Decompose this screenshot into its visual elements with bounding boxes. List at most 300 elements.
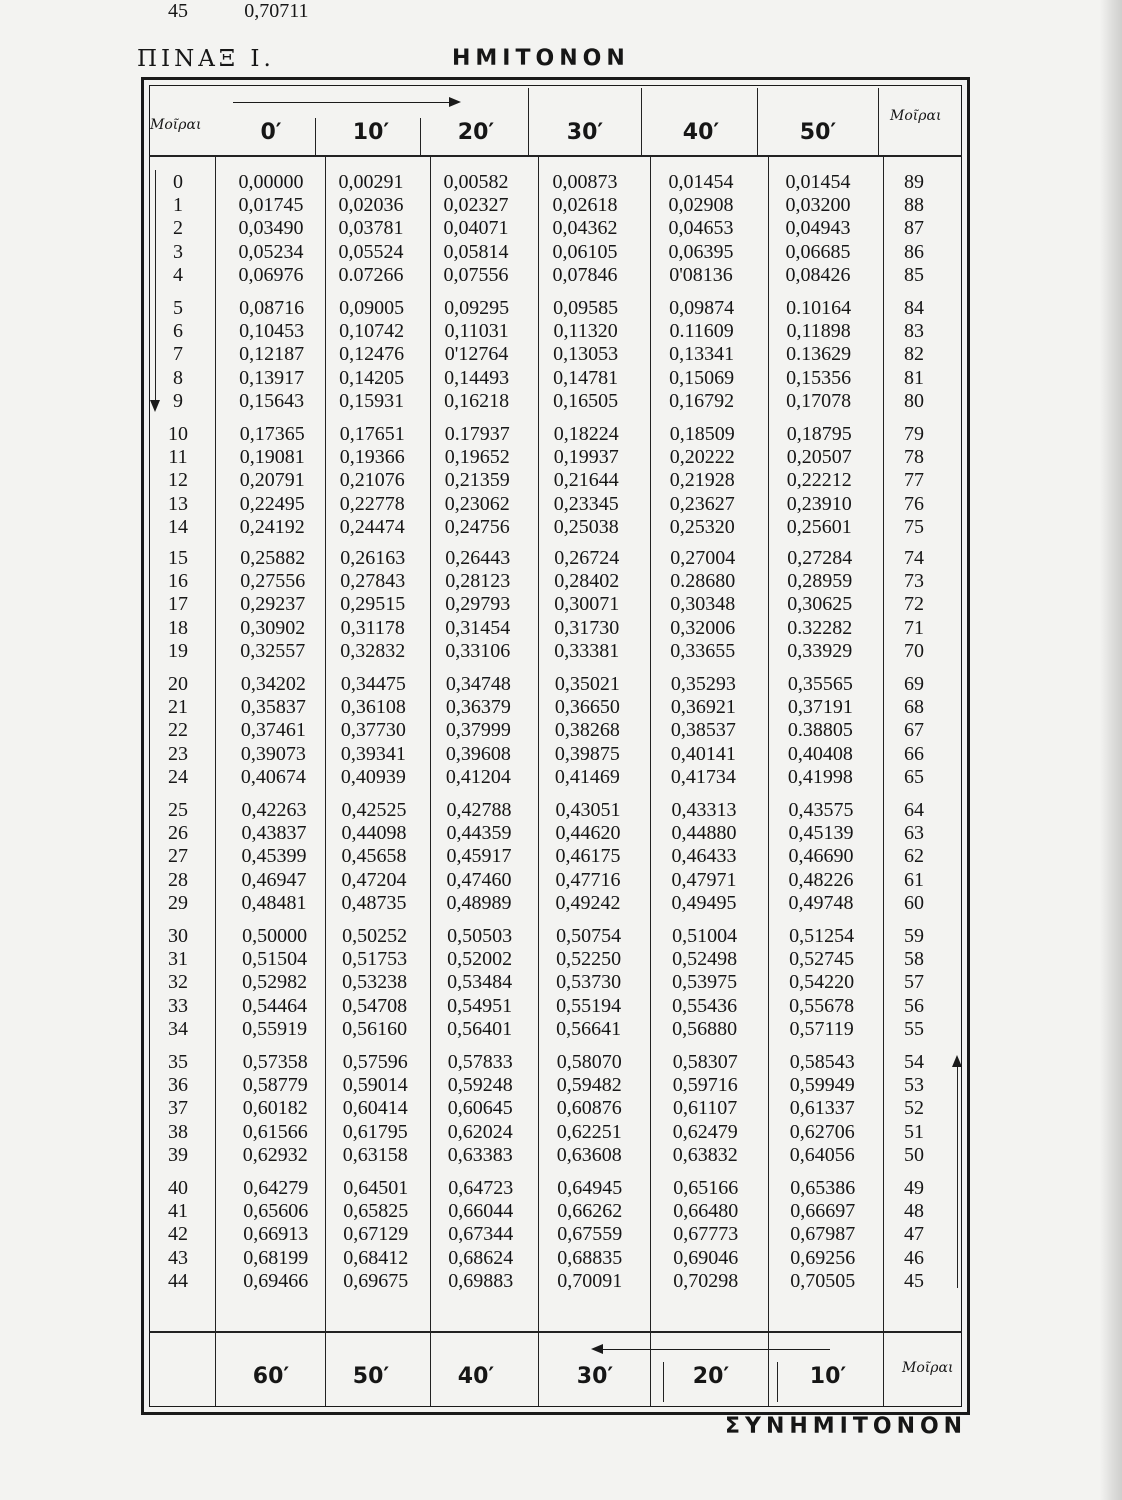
sine-value-cell: 0,26443 <box>445 547 511 569</box>
sine-value-cell: 0,25320 <box>669 515 735 538</box>
degree-cell: 30 <box>168 925 188 947</box>
sine-value-cell: 0.28680 <box>670 570 736 593</box>
sine-value-cell: 0,21359 <box>444 469 510 492</box>
sine-value-cell: 0,22778 <box>339 492 405 515</box>
sine-value-cell: 0,54220 <box>789 971 855 994</box>
complement-degree-cell: 53 <box>904 1074 924 1097</box>
sine-value-cell: 0,67773 <box>673 1223 739 1246</box>
degree-cell: 41 <box>168 1200 188 1223</box>
complement-degree-cell: 50 <box>904 1143 924 1166</box>
sine-value-cell: 0,22495 <box>239 492 305 515</box>
sine-value-cell: 0,01454 <box>668 171 734 193</box>
sine-value-cell: 0,27556 <box>240 570 306 593</box>
sine-value-cell: 0,33929 <box>787 639 853 662</box>
sine-value-cell: 0,63158 <box>342 1143 408 1166</box>
sine-value-cell: 0,26724 <box>554 547 620 569</box>
sine-value-cell: 0,24192 <box>239 515 305 538</box>
sine-value-cell: 0,53975 <box>672 971 738 994</box>
sine-value-cell: 0,04071 <box>443 217 509 240</box>
degree-cell: 4 <box>173 263 183 286</box>
sine-value-cell: 0.11609 <box>669 320 734 343</box>
sine-value-cell: 0,58543 <box>789 1051 855 1073</box>
sine-value-cell: 0,15643 <box>239 389 305 412</box>
right-arrow-line <box>233 102 453 103</box>
sine-value-cell: 0,29793 <box>445 593 511 616</box>
sine-value-cell: 0,61107 <box>673 1097 738 1120</box>
complement-degree-cell: 48 <box>904 1200 924 1223</box>
complement-degree-cell: 46 <box>904 1246 924 1269</box>
degree-cell: 3 <box>173 240 183 263</box>
footer-rule <box>149 1331 962 1333</box>
degree-cell: 38 <box>168 1120 188 1143</box>
sine-value-cell: 0,19366 <box>339 446 405 469</box>
sine-value-cell: 0,35837 <box>240 696 306 719</box>
sine-value-cell: 0,10742 <box>339 320 405 343</box>
complement-degree-cell: 56 <box>904 994 924 1017</box>
complement-degree-cell: 77 <box>904 469 924 492</box>
degree-cell: 43 <box>168 1246 188 1269</box>
sine-value-cell: 0,47204 <box>341 868 407 891</box>
sine-value-cell: 0,46690 <box>788 845 854 868</box>
sine-value-cell: 0,63383 <box>447 1143 513 1166</box>
degree-cell: 40 <box>168 1177 188 1199</box>
minute-footer: 40′ <box>457 1364 495 1389</box>
sine-value-cell: 0,62479 <box>672 1120 738 1143</box>
sine-value-cell: 0,43837 <box>241 822 307 845</box>
sine-value-cell: 0,18795 <box>786 423 852 445</box>
complement-degree-cell: 73 <box>904 570 924 593</box>
sine-value-cell: 0,09295 <box>444 297 510 319</box>
sine-value-cell: 0,62932 <box>242 1143 308 1166</box>
sine-value-cell: 0,66044 <box>448 1200 514 1223</box>
sine-value-cell: 0,52002 <box>447 948 513 971</box>
sine-value-cell: 0,47971 <box>671 868 737 891</box>
sine-value-cell: 0,60414 <box>342 1097 408 1120</box>
sine-value-cell: 0,19652 <box>444 446 510 469</box>
sine-value-cell: 0,38268 <box>554 719 620 742</box>
sine-value-cell: 0,05234 <box>238 240 304 263</box>
sine-value-cell: 0,34202 <box>240 673 306 695</box>
sine-value-cell: 0,62024 <box>447 1120 513 1143</box>
degree-cell: 29 <box>168 891 188 914</box>
sine-value-cell: 0,67129 <box>343 1223 409 1246</box>
complement-degree-cell: 51 <box>904 1120 924 1143</box>
sine-value-cell: 0,58779 <box>242 1074 308 1097</box>
sine-value-cell: 0,68199 <box>243 1246 309 1269</box>
complement-degree-cell: 87 <box>904 217 924 240</box>
degree-cell: 28 <box>168 868 188 891</box>
sine-value-cell: 0,49748 <box>788 891 854 914</box>
sine-value-cell: 0,17651 <box>339 423 405 445</box>
sine-value-cell: 0,50754 <box>556 925 622 947</box>
sine-value-cell: 0,61337 <box>789 1097 855 1120</box>
sine-value-cell: 0,32006 <box>670 616 736 639</box>
degree-cell: 12 <box>168 469 188 492</box>
sine-value-cell: 0,48481 <box>241 891 307 914</box>
degree-cell: 19 <box>168 639 188 662</box>
sine-value-cell: 0,63608 <box>556 1143 622 1166</box>
degree-cell: 35 <box>168 1051 188 1073</box>
sine-value-cell: 0,67344 <box>448 1223 514 1246</box>
left-arrow-line <box>595 1349 830 1350</box>
sine-value-cell: 0,59949 <box>789 1074 855 1097</box>
header-divider <box>528 88 529 156</box>
degree-cell: 27 <box>168 845 188 868</box>
sine-value-cell: 0,63832 <box>672 1143 738 1166</box>
degrees-label-bottom: Μοῖραι <box>902 1360 954 1376</box>
sine-value-cell: 0,11320 <box>553 320 618 343</box>
page-edge-shadow <box>1100 0 1122 1500</box>
complement-degree-cell: 83 <box>904 320 924 343</box>
sine-value-cell: 0,31178 <box>340 616 405 639</box>
sine-value-cell: 0,02036 <box>338 194 404 217</box>
degree-cell: 18 <box>168 616 188 639</box>
degree-cell: 37 <box>168 1097 188 1120</box>
column-divider <box>768 1333 769 1406</box>
sine-value-cell: 0,69883 <box>448 1269 514 1292</box>
sine-value-cell: 0,34475 <box>340 673 406 695</box>
sine-value-cell: 0,27004 <box>670 547 736 569</box>
sine-value-cell: 0,21076 <box>339 469 405 492</box>
sine-value-cell: 0,12476 <box>339 343 405 366</box>
sine-value-cell: 0,58070 <box>556 1051 622 1073</box>
sine-value-cell: 0,18224 <box>553 423 619 445</box>
degree-cell: 11 <box>168 446 188 469</box>
complement-degree-cell: 89 <box>904 171 924 193</box>
degree-cell: 7 <box>173 343 183 366</box>
sine-value-cell: 0,41734 <box>670 765 736 788</box>
complement-degree-cell: 58 <box>904 948 924 971</box>
complement-degree-cell: 76 <box>904 492 924 515</box>
sine-value-cell: 0,07846 <box>552 263 618 286</box>
down-arrow-line <box>155 170 156 405</box>
sine-value-cell: 0,06105 <box>552 240 618 263</box>
sine-value-cell: 0,62706 <box>789 1120 855 1143</box>
sine-value-cell: 0,64501 <box>343 1177 409 1199</box>
sine-value-cell: 0,36108 <box>340 696 406 719</box>
sine-value-cell: 0,56160 <box>342 1017 408 1040</box>
sine-value-cell: 0,57596 <box>342 1051 408 1073</box>
degree-cell: 31 <box>168 948 188 971</box>
sine-value-cell: 0,04653 <box>668 217 734 240</box>
sine-value-cell: 0,00873 <box>552 171 618 193</box>
sine-value-cell: 0,69466 <box>243 1269 309 1292</box>
sine-value-cell: 0,24474 <box>339 515 405 538</box>
complement-degree-cell: 67 <box>904 719 924 742</box>
degree-cell: 39 <box>168 1143 188 1166</box>
sine-value-cell: 0,39341 <box>340 742 406 765</box>
sine-value-cell: 0,69046 <box>673 1246 739 1269</box>
sine-value-cell: 0.07266 <box>338 263 404 286</box>
sine-value-cell: 0,13917 <box>239 366 305 389</box>
sine-value-cell: 0,28123 <box>445 570 511 593</box>
minute-header: 50′ <box>799 120 837 145</box>
sine-value-cell: 0,14493 <box>444 366 510 389</box>
complement-degree-cell: 74 <box>904 547 924 569</box>
sine-value-cell: 0,55678 <box>789 994 855 1017</box>
header-divider <box>878 88 879 156</box>
sine-value-cell: 0,20791 <box>239 469 305 492</box>
sine-value-cell: 0,66480 <box>673 1200 739 1223</box>
sine-value-cell: 0,40939 <box>340 765 406 788</box>
sine-value-cell: 0,59248 <box>447 1074 513 1097</box>
sine-value-cell: 0,51753 <box>342 948 408 971</box>
complement-degree-cell: 47 <box>904 1223 924 1246</box>
sine-value-cell: 0,49242 <box>555 891 621 914</box>
sine-value-cell: 0,09585 <box>553 297 619 319</box>
sine-value-cell: 0,68624 <box>448 1246 514 1269</box>
sine-value-cell: 0,49495 <box>671 891 737 914</box>
sine-value-cell: 0,21928 <box>669 469 735 492</box>
minute-footer: 10′ <box>809 1364 847 1389</box>
complement-degree-cell: 54 <box>904 1051 924 1073</box>
degree-cell: 15 <box>168 547 188 569</box>
sine-value-cell: 0,47460 <box>446 868 512 891</box>
sine-value-cell: 0.32282 <box>787 616 853 639</box>
sine-value-cell: 0,31454 <box>445 616 511 639</box>
sine-value-cell: 0,23062 <box>444 492 510 515</box>
sine-value-cell: 0,32832 <box>340 639 406 662</box>
sine-value-cell: 0,68835 <box>557 1246 623 1269</box>
sine-value-cell: 0,36650 <box>554 696 620 719</box>
sine-value-cell: 0,57358 <box>242 1051 308 1073</box>
degree-cell: 33 <box>168 994 188 1017</box>
sine-value-cell: 0,09874 <box>669 297 735 319</box>
sine-value-cell: 0,40674 <box>240 765 306 788</box>
sine-value-cell: 0,19081 <box>239 446 305 469</box>
sine-value-cell: 0,45658 <box>341 845 407 868</box>
sine-value-cell: 0,59716 <box>672 1074 738 1097</box>
sine-value-cell: 0,05524 <box>338 240 404 263</box>
sine-value-cell: 0,57833 <box>447 1051 513 1073</box>
sine-value-cell: 0,37461 <box>240 719 306 742</box>
sine-value-cell: 0,50252 <box>342 925 408 947</box>
sine-value-cell: 0,64723 <box>448 1177 514 1199</box>
minute-header: 20′ <box>457 120 495 145</box>
complement-degree-cell: 71 <box>904 616 924 639</box>
sine-value-cell: 0,42788 <box>446 799 512 821</box>
sine-value-cell: 0,64056 <box>789 1143 855 1166</box>
degree-cell: 42 <box>168 1223 188 1246</box>
sine-value-cell: 0,18509 <box>669 423 735 445</box>
degree-cell: 24 <box>168 765 188 788</box>
sine-value-cell: 0,15356 <box>786 366 852 389</box>
sine-value-cell: 0,43575 <box>788 799 854 821</box>
sine-value-cell: 0,46947 <box>241 868 307 891</box>
sine-value-cell: 0,56401 <box>447 1017 513 1040</box>
sine-value-cell: 0,21644 <box>553 469 619 492</box>
complement-degree-cell: 59 <box>904 925 924 947</box>
sine-value-cell: 0,30625 <box>787 593 853 616</box>
sine-value-cell: 0,42263 <box>241 799 307 821</box>
sine-value-cell: 0,42525 <box>341 799 407 821</box>
sine-value-cell: 0,53238 <box>342 971 408 994</box>
degrees-label-left: Μοῖραι <box>150 117 202 133</box>
column-divider <box>883 1333 884 1406</box>
sine-value-cell: 0,47716 <box>555 868 621 891</box>
sine-value-cell: 0,53730 <box>556 971 622 994</box>
up-arrow-icon <box>952 1055 962 1067</box>
sine-value-cell: 0,53484 <box>447 971 513 994</box>
minute-header: 10′ <box>352 120 390 145</box>
sine-value-cell: 0,61795 <box>342 1120 408 1143</box>
sine-value-cell: 0,52250 <box>556 948 622 971</box>
sine-value-cell: 0,69675 <box>343 1269 409 1292</box>
sine-value-cell: 0,27843 <box>340 570 406 593</box>
sine-value-cell: 0,01745 <box>238 194 304 217</box>
sine-value-cell: 0,03781 <box>338 217 404 240</box>
sine-value-cell: 0.17937 <box>444 423 510 445</box>
sine-value-cell: 0,37730 <box>340 719 406 742</box>
sine-value-cell: 0,60645 <box>447 1097 513 1120</box>
sine-value-cell: 0,67559 <box>557 1223 623 1246</box>
degree-cell: 13 <box>168 492 188 515</box>
sine-value-cell: 0,34748 <box>445 673 511 695</box>
complement-degree-cell: 86 <box>904 240 924 263</box>
cosine-title: ΣΥΝΗΜΙΤΟΝΟΝ <box>725 1414 968 1439</box>
degree-cell: 23 <box>168 742 188 765</box>
sine-value-cell: 0,65386 <box>790 1177 856 1199</box>
degree-cell: 9 <box>173 389 183 412</box>
sine-value-cell: 0,37191 <box>787 696 853 719</box>
sine-value-cell: 0,39875 <box>554 742 620 765</box>
sine-value-cell: 0,13341 <box>669 343 735 366</box>
sine-value-cell: 0,25601 <box>786 515 852 538</box>
sine-value-cell: 0'12764 <box>444 343 509 366</box>
sine-value-cell: 0,03490 <box>238 217 304 240</box>
degrees-label-right: Μοῖραι <box>890 108 942 124</box>
sine-value-cell: 0,02908 <box>668 194 734 217</box>
sine-value-cell: 0,41469 <box>554 765 620 788</box>
sine-value-cell: 0,68412 <box>343 1246 409 1269</box>
sine-value-cell: 0,57119 <box>789 1017 854 1040</box>
sine-value-cell: 0,12187 <box>239 343 305 366</box>
sine-value-cell: 0,11898 <box>786 320 851 343</box>
sine-value-cell: 0,15069 <box>669 366 735 389</box>
sine-value-cell: 0,01454 <box>785 171 851 193</box>
sine-value-cell: 0,09005 <box>339 297 405 319</box>
complement-degree-cell: 84 <box>904 297 924 319</box>
complement-degree-cell: 65 <box>904 765 924 788</box>
sine-value-cell: 0,51254 <box>789 925 855 947</box>
sine-value-cell: 0,66697 <box>790 1200 856 1223</box>
sine-value-cell: 0,67987 <box>790 1223 856 1246</box>
sine-value-cell: 0,24756 <box>444 515 510 538</box>
complement-degree-cell: 63 <box>904 822 924 845</box>
sine-value-cell: 0,70298 <box>673 1269 739 1292</box>
degree-cell: 16 <box>168 570 188 593</box>
degree-cell: 6 <box>173 320 183 343</box>
sine-value-cell: 0,65825 <box>343 1200 409 1223</box>
sine-value-cell: 0,60182 <box>242 1097 308 1120</box>
column-divider <box>650 1333 651 1406</box>
complement-degree-cell: 49 <box>904 1177 924 1199</box>
sine-value-cell: 0,45917 <box>446 845 512 868</box>
sine-value-cell: 0,61566 <box>242 1120 308 1143</box>
degree-cell: 8 <box>173 366 183 389</box>
degree-cell: 17 <box>168 593 188 616</box>
sine-value-cell: 0,00291 <box>338 171 404 193</box>
sine-value-cell: 0,54951 <box>447 994 513 1017</box>
sine-value-cell: 0,55194 <box>556 994 622 1017</box>
complement-degree-cell: 66 <box>904 742 924 765</box>
sine-value-cell: 0,23627 <box>669 492 735 515</box>
sine-value-cell: 0,70091 <box>557 1269 623 1292</box>
sine-value-cell: 0,14205 <box>339 366 405 389</box>
sine-value-cell: 0,13053 <box>553 343 619 366</box>
complement-degree-cell: 68 <box>904 696 924 719</box>
complement-degree-cell: 72 <box>904 593 924 616</box>
sine-value-cell: 0,46433 <box>671 845 737 868</box>
sine-value-cell: 0,04943 <box>785 217 851 240</box>
column-divider <box>883 157 884 1332</box>
sine-value-cell: 0,29237 <box>240 593 306 616</box>
complement-degree-cell: 60 <box>904 891 924 914</box>
sine-value-cell: 0'08136 <box>669 263 733 286</box>
degree-cell: 5 <box>173 297 183 319</box>
sine-value-cell: 0,43313 <box>671 799 737 821</box>
header-rule <box>149 155 962 157</box>
sine-value-cell: 0,06976 <box>238 263 304 286</box>
table-label: ΠΙΝΑΞ Ι. <box>137 46 275 72</box>
sine-value-cell: 0,37999 <box>445 719 511 742</box>
sine-value-cell: 0,56880 <box>672 1017 738 1040</box>
sine-value-cell: 0,41998 <box>787 765 853 788</box>
sine-value-cell: 0,59014 <box>342 1074 408 1097</box>
complement-degree-cell: 79 <box>904 423 924 445</box>
complement-degree-cell: 57 <box>904 971 924 994</box>
sine-value-cell: 0,00582 <box>443 171 509 193</box>
sine-value-cell: 0,28402 <box>554 570 620 593</box>
sine-value-cell: 0,10453 <box>239 320 305 343</box>
sine-value-cell: 0,43051 <box>555 799 621 821</box>
sine-value-cell: 0,29515 <box>340 593 406 616</box>
degree-cell: 1 <box>173 194 183 217</box>
complement-degree-cell: 82 <box>904 343 924 366</box>
sine-value-cell: 0,70711 <box>244 0 309 22</box>
sine-value-cell: 0,03200 <box>785 194 851 217</box>
complement-degree-cell: 70 <box>904 639 924 662</box>
degree-cell: 14 <box>168 515 188 538</box>
sine-value-cell: 0,45139 <box>788 822 854 845</box>
sine-value-cell: 0,17365 <box>239 423 305 445</box>
degree-cell: 44 <box>168 1269 188 1292</box>
degree-cell: 45 <box>168 0 188 22</box>
sine-value-cell: 0,55919 <box>242 1017 308 1040</box>
sine-value-cell: 0,11031 <box>444 320 509 343</box>
sine-value-cell: 0,35021 <box>554 673 620 695</box>
sine-value-cell: 0,46175 <box>555 845 621 868</box>
complement-degree-cell: 62 <box>904 845 924 868</box>
minute-header: 40′ <box>682 120 720 145</box>
sine-value-cell: 0,54464 <box>242 994 308 1017</box>
sine-value-cell: 0,33106 <box>445 639 511 662</box>
minute-footer: 30′ <box>576 1364 614 1389</box>
sine-value-cell: 0,02618 <box>552 194 618 217</box>
sine-value-cell: 0,36379 <box>445 696 511 719</box>
header-divider <box>757 88 758 156</box>
degree-cell: 20 <box>168 673 188 695</box>
sine-title: ΗΜΙΤΟΝΟΝ <box>452 46 630 71</box>
sine-value-cell: 0,32557 <box>240 639 306 662</box>
minute-footer: 50′ <box>352 1364 390 1389</box>
sine-value-cell: 0.38805 <box>787 719 853 742</box>
sine-value-cell: 0,20507 <box>786 446 852 469</box>
sine-value-cell: 0,26163 <box>340 547 406 569</box>
sine-value-cell: 0,66262 <box>557 1200 623 1223</box>
sine-value-cell: 0,16218 <box>444 389 510 412</box>
sine-value-cell: 0,40141 <box>670 742 736 765</box>
